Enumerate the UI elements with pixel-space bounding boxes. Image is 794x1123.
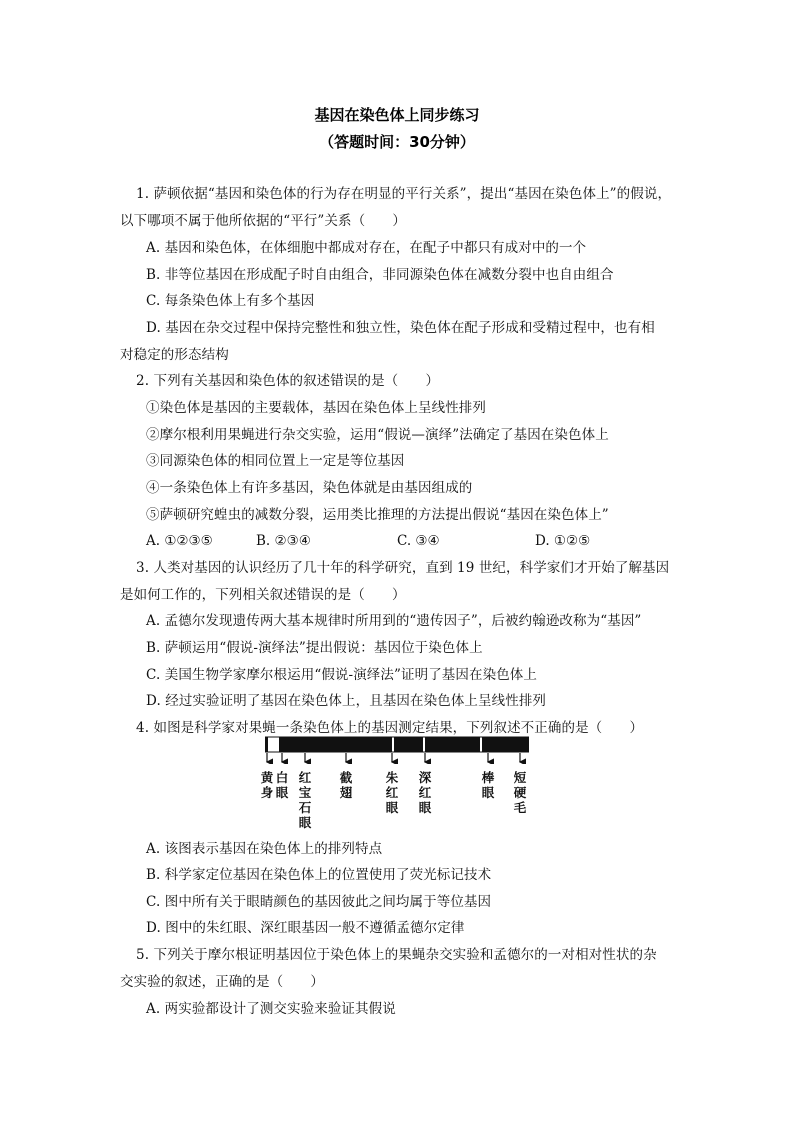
chromosome-segment [482,737,529,752]
page-subtitle: （答题时间：30分钟） [319,133,475,151]
chromosome-segment [394,737,423,752]
chromosome-bar [265,737,529,752]
chromosome-segment [279,737,305,752]
q3-option-c: C. 美国生物学家摩尔根运用“假说-演绎法”证明了基因在染色体上 [146,667,537,683]
page-title: 基因在染色体上同步练习 [314,106,480,124]
chromosome-segment [425,737,480,752]
chromosome-segment [305,737,392,752]
q1-stem-line2: 以下哪项不属于他所依据的“平行”关系（ ） [120,213,407,229]
q2-statement-4: ④一条染色体上有许多基因，染色体就是由基因组成的 [146,480,473,496]
q2-statement-1: ①染色体是基因的主要载体，基因在染色体上呈线性排列 [146,400,486,416]
q4-stem: 4. 如图是科学家对果蝇一条染色体上的基因测定结果，下列叙述不正确的是（ ） [136,720,644,736]
q2-statement-2: ②摩尔根利用果蝇进行杂交实验，运用“假说—演绎”法确定了基因在染色体上 [146,427,609,443]
gene-label-vermilion-eye: 朱 红 眼 [385,770,399,815]
q2-option-a: A. ①②③⑤ [146,533,213,549]
q1-option-a: A. 基因和染色体，在体细胞中都成对存在，在配子中都只有成对中的一个 [146,240,587,256]
chromosome-gene-map [262,734,534,834]
q2-statement-5: ⑤萨顿研究蝗虫的减数分裂，运用类比推理的方法提出假说“基因在染色体上” [146,507,609,523]
gene-label-cut-wing: 截 翅 [339,770,353,800]
q2-option-c: C. ③④ [397,533,440,549]
q3-option-d: D. 经过实验证明了基因在染色体上，且基因在染色体上呈线性排列 [146,693,547,709]
q3-stem-line1: 3. 人类对基因的认识经历了几十年的科学研究，直到 19 世纪，科学家们才开始了解基因 [136,560,670,576]
q1-option-b: B. 非等位基因在形成配子时自由组合，非同源染色体在减数分裂中也自由组合 [146,267,614,283]
q3-stem-line2: 是如何工作的，下列相关叙述错误的是（ ） [120,587,406,603]
gene-label-bar-eye: 棒 眼 [481,770,495,800]
gene-label-white-eye: 白 眼 [275,770,289,800]
gene-label-short-bristle: 短 硬 毛 [513,770,527,815]
q4-option-d: D. 图中的朱红眼、深红眼基因一般不遵循孟德尔定律 [146,920,465,936]
q2-option-b: B. ②③④ [256,533,311,549]
q1-option-d-line1: D. 基因在杂交过程中保持完整性和独立性，染色体在配子形成和受精过程中，也有相 [146,320,655,336]
q2-option-d: D. ①②⑤ [535,533,591,549]
q2-stem: 2. 下列有关基因和染色体的叙述错误的是（ ） [136,373,440,389]
q3-option-b: B. 萨顿运用“假说-演绎法”提出假说：基因位于染色体上 [146,640,483,656]
chromosome-segment [265,737,268,752]
chromosome-svg [262,734,534,764]
q3-option-a: A. 孟德尔发现遗传两大基本规律时所用到的“遗传因子”，后被约翰逊改称为“基因” [146,613,642,629]
q5-option-a: A. 两实验都设计了测交实验来验证其假说 [146,1001,396,1017]
q2-options-row [0,532,794,550]
q2-statement-3: ③同源染色体的相同位置上一定是等位基因 [146,453,405,469]
q1-stem-line1: 1. 萨顿依据“基因和染色体的行为存在明显的平行关系”，提出“基因在染色体上”的假说， [136,186,672,202]
q5-stem-line1: 5. 下列关于摩尔根证明基因位于染色体上的果蝇杂交实验和孟德尔的一对相对性状的杂 [136,947,657,963]
q4-option-a: A. 该图表示基因在染色体上的排列特点 [146,841,383,857]
gene-label-carmine-eye: 深 红 眼 [418,770,432,815]
q1-option-d-line2: 对稳定的形态结构 [120,347,229,363]
q4-option-c: C. 图中所有关于眼睛颜色的基因彼此之间均属于等位基因 [146,894,492,910]
q5-stem-line2: 交实验的叙述，正确的是（ ） [120,974,324,990]
gene-label-ruby-eye: 红 宝 石 眼 [298,770,312,830]
q4-option-b: B. 科学家定位基因在染色体上的位置使用了荧光标记技术 [146,867,492,883]
q1-option-c: C. 每条染色体上有多个基因 [146,293,315,309]
gene-label-yellow-body: 黄 身 [260,770,274,800]
